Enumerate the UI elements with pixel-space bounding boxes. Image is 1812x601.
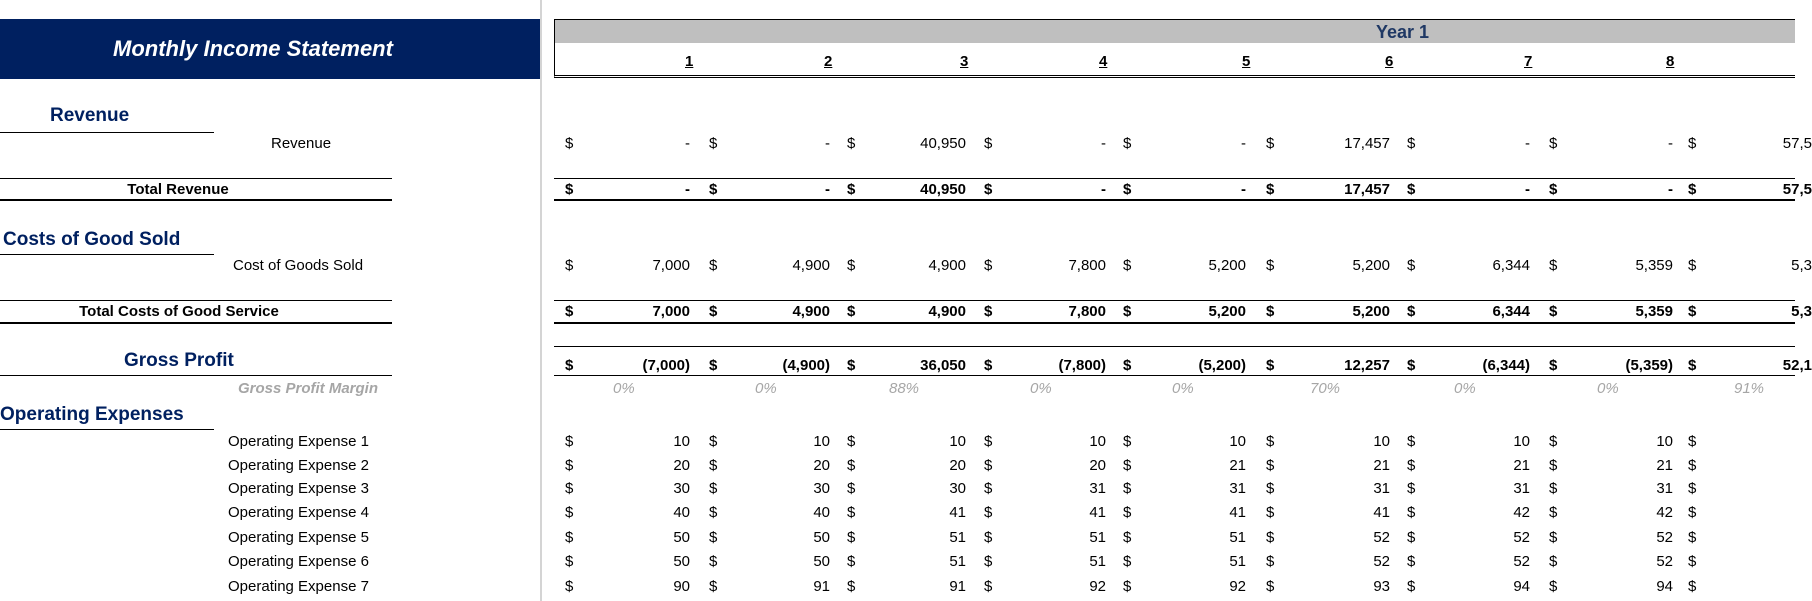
opex-cell: 21 [1373,457,1390,474]
currency-symbol: $ [984,480,993,497]
opex-cell: 10 [1373,433,1390,450]
section-gross-profit: Gross Profit [124,350,234,371]
currency-symbol: $ [1266,303,1275,320]
currency-symbol: $ [1266,181,1275,198]
opex-cell: 94 [1513,578,1530,595]
currency-symbol: $ [1688,457,1697,474]
opex-cell: 10 [813,433,830,450]
section-cogs: Costs of Good Sold [3,229,181,250]
opex-cell: 21 [1656,457,1673,474]
currency-symbol: $ [847,553,856,570]
currency-symbol: $ [1407,181,1416,198]
grid-total-rule-bottom [554,322,1795,324]
currency-symbol: $ [1123,303,1132,320]
opex-cell: 50 [673,553,690,570]
currency-symbol: $ [984,181,993,198]
total-revenue-cell: 17,457 [1344,181,1390,198]
opex-cell: 92 [1089,578,1106,595]
gross-margin-cell: 0% [755,380,777,397]
row-label-opex: Operating Expense 1 [228,433,369,450]
currency-symbol: $ [1407,457,1416,474]
opex-cell: 31 [1229,480,1246,497]
opex-cell: 20 [673,457,690,474]
cogs-cell: 5,3 [1791,257,1812,274]
section-opex: Operating Expenses [0,404,184,425]
currency-symbol: $ [709,357,718,374]
gross-margin-cell: 0% [1030,380,1052,397]
frozen-pane-divider[interactable] [540,0,542,601]
currency-symbol: $ [847,181,856,198]
currency-symbol: $ [1688,480,1697,497]
opex-cell: 30 [673,480,690,497]
gross-profit-cell: (6,344) [1482,357,1530,374]
currency-symbol: $ [1549,529,1558,546]
total-cogs-cell: 5,200 [1352,303,1390,320]
year-label: Year 1 [1375,22,1430,42]
section-revenue: Revenue [50,105,130,126]
column-number-7: 7 [1524,53,1533,70]
currency-symbol: $ [847,135,856,152]
opex-cell: 10 [1089,433,1106,450]
column-header-box [554,43,1795,78]
currency-symbol: $ [1123,357,1132,374]
opex-cell: 51 [1089,529,1106,546]
currency-symbol: $ [1123,529,1132,546]
currency-symbol: $ [1688,553,1697,570]
currency-symbol: $ [847,504,856,521]
gross-margin-cell: 0% [1172,380,1194,397]
currency-symbol: $ [984,303,993,320]
row-label-opex: Operating Expense 5 [228,529,369,546]
column-number-8: 8 [1666,53,1675,70]
opex-cell: 50 [813,553,830,570]
currency-symbol: $ [1407,578,1416,595]
currency-symbol: $ [1266,504,1275,521]
currency-symbol: $ [709,457,718,474]
column-number-5: 5 [1242,53,1251,70]
opex-cell: 21 [1513,457,1530,474]
currency-symbol: $ [1266,257,1275,274]
opex-cell: 93 [1373,578,1390,595]
opex-cell: 21 [1229,457,1246,474]
currency-symbol: $ [1266,357,1275,374]
column-number-6: 6 [1385,53,1394,70]
currency-symbol: $ [1123,433,1132,450]
currency-symbol: $ [847,257,856,274]
opex-cell: 41 [1089,504,1106,521]
currency-symbol: $ [847,529,856,546]
cogs-cell: 4,900 [928,257,966,274]
opex-cell: 50 [673,529,690,546]
cogs-cell: 4,900 [792,257,830,274]
currency-symbol: $ [565,480,574,497]
opex-cell: 31 [1513,480,1530,497]
opex-cell: 52 [1513,553,1530,570]
currency-symbol: $ [847,357,856,374]
grid-total-rule-top [554,300,1795,301]
total-cogs-label: Total Costs of Good Service [79,303,279,320]
opex-cell: 10 [1656,433,1673,450]
gross-profit-cell: 36,050 [920,357,966,374]
gross-margin-cell: 91% [1734,380,1765,397]
row-label-opex: Operating Expense 4 [228,504,369,521]
currency-symbol: $ [709,480,718,497]
revenue-cell: - [685,135,690,152]
currency-symbol: $ [1123,135,1132,152]
row-label-opex: Operating Expense 3 [228,480,369,497]
gross-margin-cell: 0% [1454,380,1476,397]
currency-symbol: $ [1688,257,1697,274]
currency-symbol: $ [709,504,718,521]
opex-cell: 51 [1089,553,1106,570]
opex-cell: 41 [949,504,966,521]
currency-symbol: $ [565,504,574,521]
currency-symbol: $ [984,457,993,474]
currency-symbol: $ [1123,578,1132,595]
opex-cell: 52 [1656,553,1673,570]
row-label-opex: Operating Expense 2 [228,457,369,474]
grid-total-rule-bottom [554,199,1795,201]
currency-symbol: $ [984,135,993,152]
total-revenue-cell: - [685,181,690,198]
cogs-cell: 5,359 [1635,257,1673,274]
total-cogs-cell: 6,344 [1492,303,1530,320]
column-number-4: 4 [1099,53,1108,70]
opex-cell: 90 [673,578,690,595]
cogs-cell: 5,200 [1352,257,1390,274]
currency-symbol: $ [709,135,718,152]
currency-symbol: $ [1688,504,1697,521]
opex-cell: 10 [949,433,966,450]
opex-cell: 52 [1513,529,1530,546]
total-revenue-label: Total Revenue [127,181,229,198]
opex-cell: 52 [1656,529,1673,546]
currency-symbol: $ [709,553,718,570]
gross-profit-cell: 12,257 [1344,357,1390,374]
revenue-cell: - [1101,135,1106,152]
currency-symbol: $ [1688,433,1697,450]
revenue-cell: 57,5 [1782,135,1812,152]
currency-symbol: $ [984,357,993,374]
currency-symbol: $ [1407,135,1416,152]
currency-symbol: $ [1123,504,1132,521]
opex-cell: 91 [949,578,966,595]
currency-symbol: $ [1266,553,1275,570]
currency-symbol: $ [1407,480,1416,497]
currency-symbol: $ [1688,181,1697,198]
total-revenue-cell: 57,5 [1782,181,1812,198]
currency-symbol: $ [709,529,718,546]
opex-cell: 51 [949,553,966,570]
currency-symbol: $ [847,480,856,497]
total-cogs-cell: 7,000 [652,303,690,320]
currency-symbol: $ [565,181,574,198]
gross-margin-cell: 0% [1597,380,1619,397]
grid-total-rule-top [554,178,1795,179]
currency-symbol: $ [565,578,574,595]
revenue-cell: 17,457 [1344,135,1390,152]
row-label-opex: Operating Expense 7 [228,578,369,595]
revenue-cell: 40,950 [920,135,966,152]
opex-cell: 51 [1229,553,1246,570]
currency-symbol: $ [1688,303,1697,320]
total-rule-bottom [0,199,392,201]
page-title: Monthly Income Statement [113,36,393,61]
opex-cell: 52 [1373,553,1390,570]
currency-symbol: $ [1123,181,1132,198]
currency-symbol: $ [1549,257,1558,274]
currency-symbol: $ [1407,504,1416,521]
currency-symbol: $ [1407,357,1416,374]
currency-symbol: $ [1688,529,1697,546]
opex-cell: 42 [1656,504,1673,521]
currency-symbol: $ [847,578,856,595]
currency-symbol: $ [1407,257,1416,274]
currency-symbol: $ [1549,433,1558,450]
currency-symbol: $ [1549,480,1558,497]
opex-cell: 30 [813,480,830,497]
total-rule-top [0,300,392,301]
opex-cell: 20 [1089,457,1106,474]
opex-cell: 10 [1229,433,1246,450]
revenue-cell: - [825,135,830,152]
currency-symbol: $ [565,257,574,274]
currency-symbol: $ [1266,529,1275,546]
row-label-cogs: Cost of Goods Sold [233,257,364,274]
currency-symbol: $ [709,257,718,274]
opex-cell: 41 [1229,504,1246,521]
currency-symbol: $ [847,303,856,320]
currency-symbol: $ [709,433,718,450]
section-underline [0,429,214,430]
section-underline [0,254,214,255]
total-revenue-cell: - [1525,181,1530,198]
opex-cell: 94 [1656,578,1673,595]
opex-cell: 31 [1089,480,1106,497]
currency-symbol: $ [1123,553,1132,570]
row-label-revenue: Revenue [271,135,332,152]
currency-symbol: $ [565,135,574,152]
currency-symbol: $ [565,303,574,320]
opex-cell: 40 [813,504,830,521]
gross-margin-cell: 0% [613,380,635,397]
currency-symbol: $ [1549,578,1558,595]
currency-symbol: $ [565,357,574,374]
currency-symbol: $ [1407,433,1416,450]
total-revenue-cell: - [1101,181,1106,198]
gross-profit-cell: 52,1 [1782,357,1812,374]
opex-cell: 20 [949,457,966,474]
opex-cell: 20 [813,457,830,474]
currency-symbol: $ [565,553,574,570]
total-cogs-cell: 5,359 [1635,303,1673,320]
revenue-cell: - [1525,135,1530,152]
column-number-1: 1 [685,53,694,70]
row-label-opex: Operating Expense 6 [228,553,369,570]
cogs-cell: 5,200 [1208,257,1246,274]
total-revenue-cell: - [825,181,830,198]
opex-cell: 40 [673,504,690,521]
revenue-cell: - [1241,135,1246,152]
column-number-2: 2 [824,53,833,70]
currency-symbol: $ [984,553,993,570]
gross-profit-cell: (4,900) [782,357,830,374]
currency-symbol: $ [1549,357,1558,374]
gross-profit-cell: (5,359) [1625,357,1673,374]
currency-symbol: $ [709,303,718,320]
column-number-3: 3 [960,53,969,70]
total-cogs-cell: 5,3 [1791,303,1812,320]
currency-symbol: $ [1123,480,1132,497]
currency-symbol: $ [847,433,856,450]
year-header-bar [554,19,1795,43]
currency-symbol: $ [1266,135,1275,152]
opex-cell: 10 [673,433,690,450]
currency-symbol: $ [1407,529,1416,546]
section-underline [0,375,392,376]
currency-symbol: $ [1266,480,1275,497]
currency-symbol: $ [1266,433,1275,450]
opex-cell: 30 [949,480,966,497]
gross-profit-cell: (7,000) [642,357,690,374]
opex-cell: 51 [949,529,966,546]
currency-symbol: $ [709,578,718,595]
opex-cell: 52 [1373,529,1390,546]
revenue-cell: - [1668,135,1673,152]
currency-symbol: $ [565,433,574,450]
cogs-cell: 6,344 [1492,257,1530,274]
opex-cell: 51 [1229,529,1246,546]
cogs-cell: 7,000 [652,257,690,274]
gross-margin-label: Gross Profit Margin [238,380,379,397]
opex-cell: 50 [813,529,830,546]
total-cogs-cell: 4,900 [928,303,966,320]
currency-symbol: $ [1688,578,1697,595]
opex-cell: 92 [1229,578,1246,595]
gross-profit-cell: (7,800) [1058,357,1106,374]
total-revenue-cell: 40,950 [920,181,966,198]
currency-symbol: $ [1549,553,1558,570]
gross-margin-cell: 70% [1310,380,1341,397]
total-revenue-cell: - [1241,181,1246,198]
opex-cell: 41 [1373,504,1390,521]
gross-margin-cell: 88% [889,380,920,397]
currency-symbol: $ [1407,303,1416,320]
currency-symbol: $ [1549,303,1558,320]
opex-cell: 42 [1513,504,1530,521]
currency-symbol: $ [1407,553,1416,570]
total-cogs-cell: 4,900 [792,303,830,320]
opex-cell: 10 [1513,433,1530,450]
total-cogs-cell: 7,800 [1068,303,1106,320]
opex-cell: 31 [1373,480,1390,497]
currency-symbol: $ [1123,257,1132,274]
currency-symbol: $ [1549,457,1558,474]
currency-symbol: $ [1688,357,1697,374]
currency-symbol: $ [984,578,993,595]
section-underline [0,132,214,133]
opex-cell: 31 [1656,480,1673,497]
currency-symbol: $ [984,504,993,521]
currency-symbol: $ [1266,457,1275,474]
currency-symbol: $ [1266,578,1275,595]
currency-symbol: $ [1549,135,1558,152]
gross-profit-cell: (5,200) [1198,357,1246,374]
grid-gross-rule-top [554,346,1795,347]
currency-symbol: $ [565,529,574,546]
currency-symbol: $ [984,433,993,450]
currency-symbol: $ [1123,457,1132,474]
currency-symbol: $ [984,529,993,546]
cogs-cell: 7,800 [1068,257,1106,274]
currency-symbol: $ [984,257,993,274]
opex-cell: 91 [813,578,830,595]
currency-symbol: $ [1549,181,1558,198]
currency-symbol: $ [847,457,856,474]
total-cogs-cell: 5,200 [1208,303,1246,320]
currency-symbol: $ [565,457,574,474]
currency-symbol: $ [1688,135,1697,152]
total-rule-bottom [0,322,392,324]
currency-symbol: $ [1549,504,1558,521]
currency-symbol: $ [709,181,718,198]
total-revenue-cell: - [1668,181,1673,198]
total-rule-top [0,178,392,179]
grid-gross-rule-bottom [554,375,1795,376]
